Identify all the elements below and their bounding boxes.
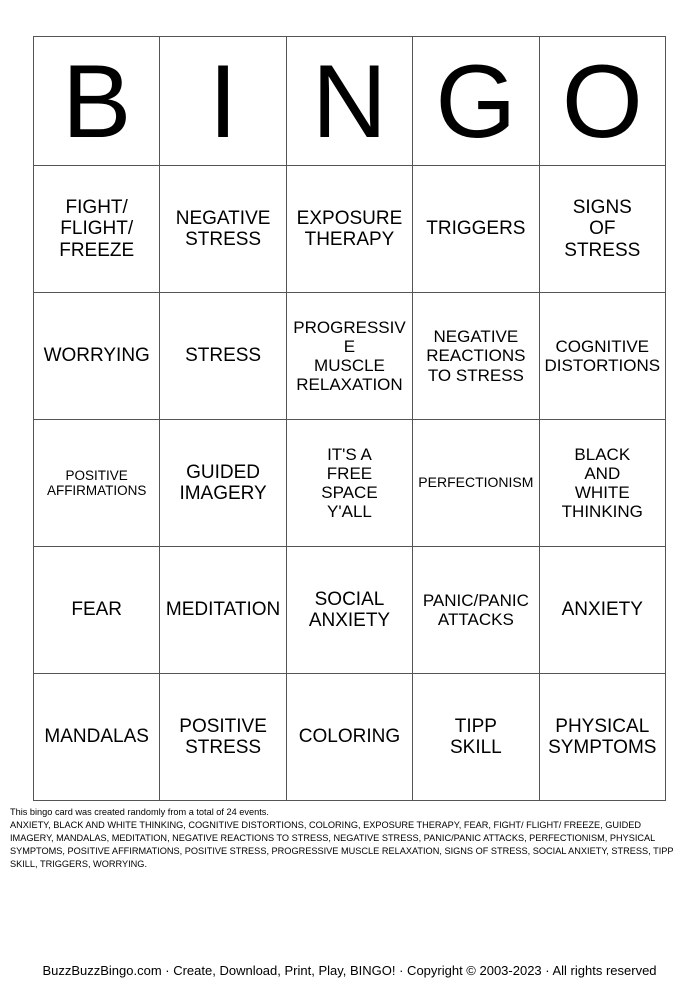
cell-label: PROGRESSIVE MUSCLE RELAXATION: [293, 317, 406, 395]
footnote-summary: This bingo card was created randomly from a total of 24 events.: [10, 807, 269, 817]
header-letter-g: G: [413, 37, 539, 166]
cell-label: EXPOSURE THERAPY: [296, 207, 403, 250]
bingo-cell: [34, 674, 160, 801]
bingo-cell: [413, 420, 539, 547]
cell-label: FIGHT/ FLIGHT/ FREEZE: [59, 197, 135, 261]
page-footer: BuzzBuzzBingo.com · Create, Download, Print, Play, BINGO! · Copyright © 2003-2023 · All rights reserved: [42, 963, 657, 978]
cell-label: TRIGGERS: [426, 218, 526, 240]
bingo-cell: [34, 166, 160, 293]
bingo-cell: [413, 166, 539, 293]
header-letter-o: O: [539, 37, 665, 166]
header-letter-b: B: [34, 37, 160, 166]
bingo-cell: [413, 547, 539, 674]
footnote-event-list: ANXIETY, BLACK AND WHITE THINKING, COGNITIVE DISTORTIONS, COLORING, EXPOSURE THERAPY, FEAR, FIGHT/ FLIGHT/ FREEZE, GUIDED IMAGERY, MANDALAS, MEDITATION, NEGATIVE REACTIONS TO STRESS, NEGATIVE STRESS, PANIC/PANIC ATTACKS, PERFECTIONISM, PHYSICAL SYMPTOMS, POSITIVE AFFIRMATIONS, POSITIVE STRESS, PROGRESSIVE MUSCLE RELAXATION, SIGNS OF STRESS, SOCIAL ANXIETY, STRESS, TIPP SKILL, TRIGGERS, WORRYING.: [10, 820, 674, 869]
bingo-row-3: [34, 420, 666, 547]
cell-label: STRESS: [185, 345, 262, 367]
bingo-header-row: [34, 37, 666, 166]
card-footnote: [10, 806, 682, 871]
bingo-cell: [160, 674, 286, 801]
cell-label: SOCIAL ANXIETY: [308, 588, 391, 631]
cell-label: POSITIVE AFFIRMATIONS: [46, 467, 147, 498]
bingo-cell: [286, 293, 412, 420]
bingo-cell: [539, 674, 665, 801]
bingo-cell: [160, 420, 286, 547]
cell-label: PANIC/PANIC ATTACKS: [422, 590, 529, 629]
cell-label: PHYSICAL SYMPTOMS: [548, 715, 657, 758]
bingo-cell: [539, 166, 665, 293]
cell-label: FEAR: [71, 599, 123, 621]
cell-label: NEGATIVE STRESS: [175, 207, 271, 250]
bingo-cell: [539, 547, 665, 674]
bingo-cell-free-space: [286, 420, 412, 547]
cell-label: COGNITIVE DISTORTIONS: [544, 336, 661, 375]
cell-label: MANDALAS: [44, 726, 149, 748]
cell-label: ANXIETY: [561, 599, 643, 621]
cell-label: BLACK AND WHITE THINKING: [561, 444, 643, 522]
bingo-row-4: [34, 547, 666, 674]
cell-label: NEGATIVE REACTIONS TO STRESS: [426, 327, 526, 385]
cell-label: COLORING: [298, 726, 401, 748]
cell-label: POSITIVE STRESS: [179, 715, 267, 758]
cell-label: IT'S A FREE SPACE Y'ALL: [321, 444, 378, 522]
cell-label: SIGNS OF STRESS: [564, 197, 641, 261]
bingo-cell: [286, 674, 412, 801]
bingo-cell: [539, 420, 665, 547]
cell-label: GUIDED IMAGERY: [179, 461, 267, 504]
bingo-cell: [539, 293, 665, 420]
bingo-card: [33, 36, 666, 801]
bingo-cell: [34, 293, 160, 420]
header-letter-i: I: [160, 37, 286, 166]
bingo-cell: [34, 547, 160, 674]
bingo-cell: [160, 166, 286, 293]
bingo-cell: [286, 166, 412, 293]
bingo-cell: [413, 293, 539, 420]
bingo-cell: [160, 293, 286, 420]
bingo-cell: [34, 420, 160, 547]
header-letter-n: N: [286, 37, 412, 166]
bingo-cell: [413, 674, 539, 801]
bingo-row-2: [34, 293, 666, 420]
bingo-row-5: [34, 674, 666, 801]
bingo-cell: [286, 547, 412, 674]
bingo-row-1: [34, 166, 666, 293]
bingo-cell: [160, 547, 286, 674]
cell-label: TIPP SKILL: [449, 715, 502, 758]
cell-label: WORRYING: [43, 345, 150, 367]
cell-label: MEDITATION: [165, 599, 281, 621]
cell-label: PERFECTIONISM: [418, 474, 534, 491]
